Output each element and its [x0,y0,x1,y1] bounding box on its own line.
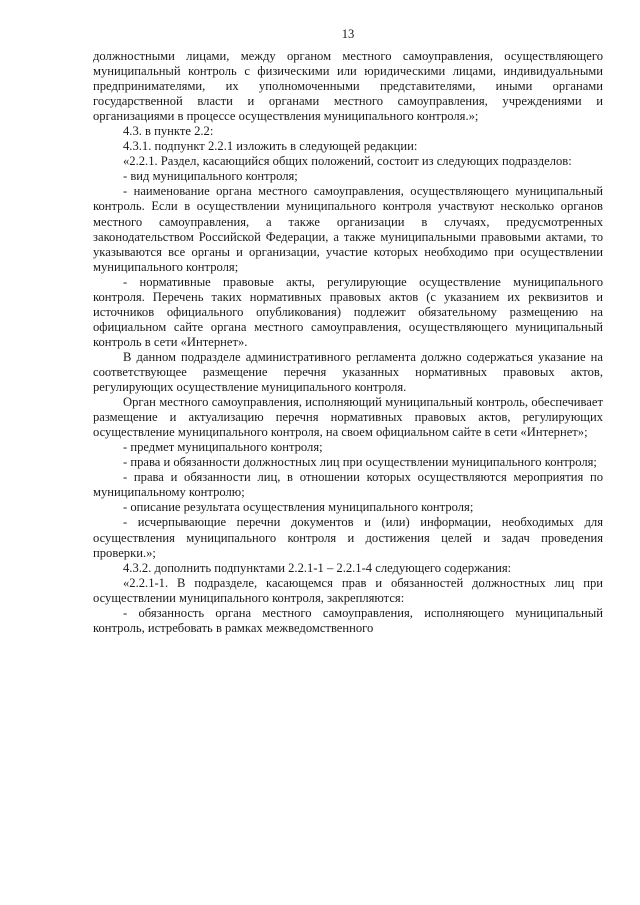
paragraph: должностными лицами, между органом местного самоуправления, осуществляющего муниципальный контроль с физическими или юридическими лицами, индивидуальными предпринимателями, их уполномоченными представителями, иными органами государственной власти и органами местного самоуправления, учреждениями и организациями в процессе осуществления муниципального контроля.»; [93,49,603,124]
document-body [93,49,603,636]
paragraph: - права и обязанности лиц, в отношении которых осуществляются мероприятия по муниципальному контролю; [93,470,603,500]
paragraph: - исчерпывающие перечни документов и (или) информации, необходимых для осуществления муниципального контроля и достижения целей и задач проведения проверки.»; [93,515,603,560]
paragraph: Орган местного самоуправления, исполняющий муниципальный контроль, обеспечивает размещение и актуализацию перечня нормативных правовых актов, регулирующих осуществление муниципального контроля, на своем официальном сайте в сети «Интернет»; [93,395,603,440]
paragraph: - описание результата осуществления муниципального контроля; [123,500,474,515]
paragraph: - наименование органа местного самоуправления, осуществляющего муниципальный контроль. Если в осуществлении муниципального контроля участвуют несколько органов местного самоуправления, а также организации в случаях, предусмотренных законодательством Российской Федерации, а также муниципальными правовыми актами, то указываются все органы и организации, участие которых необходимо при осуществлении муниципального контроля; [93,184,603,274]
paragraph: «2.2.1. Раздел, касающийся общих положений, состоит из следующих подразделов: [123,154,572,169]
paragraph: 4.3.2. дополнить подпунктами 2.2.1-1 – 2.2.1-4 следующего содержания: [123,560,512,575]
paragraph: 4.3.1. подпункт 2.2.1 изложить в следующей редакции: [123,139,418,154]
paragraph: 4.3. в пункте 2.2: [123,124,214,139]
page-number: 13 [341,27,355,41]
paragraph: - предмет муниципального контроля; [123,440,323,455]
paragraph: - нормативные правовые акты, регулирующие осуществление муниципального контроля. Перечень таких нормативных правовых актов (с указанием их реквизитов и источников официального опубликования) подлежит обязательному размещению на официальном сайте органа местного самоуправления, осуществляющего муниципальный контроль в сети «Интернет». [93,274,603,349]
document-page [93,28,603,636]
paragraph: В данном подразделе административного регламента должно содержаться указание на соответствующее размещение перечня указанных нормативных правовых актов, регулирующих осуществление муниципального контроля. [93,349,603,395]
paragraph: «2.2.1-1. В подразделе, касающемся прав и обязанностей должностных лиц при осуществлении муниципального контроля, закрепляются: [93,575,603,605]
paragraph: - вид муниципального контроля; [123,169,298,184]
paragraph: - права и обязанности должностных лиц при осуществлении муниципального контроля; [123,455,597,470]
paragraph: - обязанность органа местного самоуправления, исполняющего муниципальный контроль, истребовать в рамках межведомственного [93,605,603,635]
